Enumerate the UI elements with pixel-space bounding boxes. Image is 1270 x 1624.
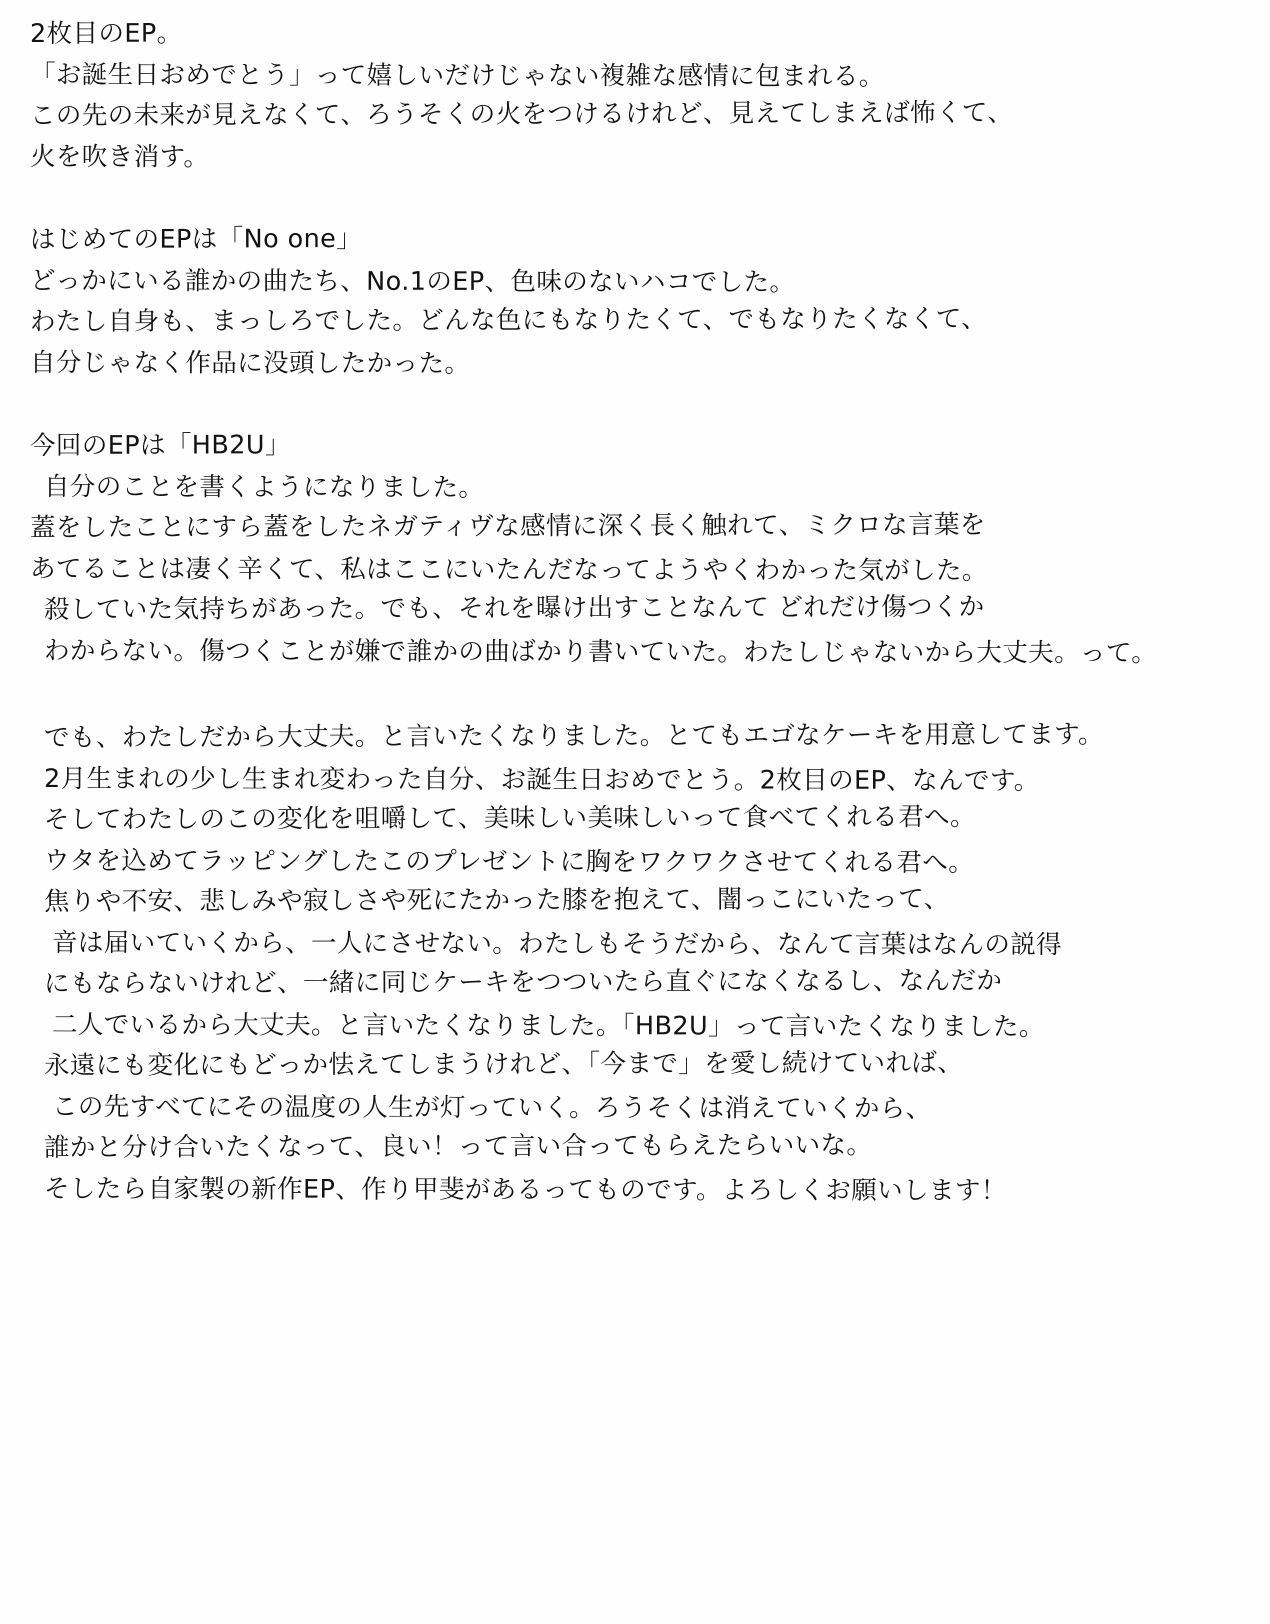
- note-line: あてることは凄く辛くて、私はここにいたんだなってようやくわかった気がした。: [29, 554, 988, 587]
- note-line: 誰かと分け合いたくなって、良い！って言い合ってもらえたらいいな。: [43, 1130, 873, 1163]
- note-line: 自分のことを書くようになりました。: [43, 472, 485, 503]
- paragraph-first-ep: [30, 220, 1245, 384]
- note-line: わからない。傷つくことが嫌で誰かの曲ばかり書いていた。わたしじゃないから大丈夫。って。: [43, 636, 1158, 669]
- note-line: にもならないけれど、一緒に同じケーキをつついたら直ぐになくなるし、なんだか: [43, 965, 1003, 999]
- note-line: はじめてのEPは「No one」: [29, 223, 363, 255]
- paragraph-closing: [30, 718, 1245, 1210]
- note-line: 自分じゃなく作品に没頭したかった。: [29, 348, 471, 379]
- note-line: わたし自身も、まっしろでした。どんな色にもなりたくて、でもなりたくなくて、: [29, 303, 988, 337]
- note-line: 火を吹き消す。: [29, 142, 210, 173]
- note-line: 永遠にも変化にもどっか怯えてしまうけれど、「今まで」を愛し続けていれば、: [43, 1048, 964, 1081]
- note-line: 焦りや不安、悲しみや寂しさや死にたかった膝を抱えて、闇っこにいたって、: [43, 884, 950, 917]
- paragraph-intro: [30, 14, 1245, 178]
- note-line: どっかにいる誰かの曲たち、No.1のEP、色味のないハコでした。: [29, 266, 796, 298]
- note-line: そしてわたしのこの変化を咀嚼して、美味しい美味しいって食べてくれる君へ。: [43, 802, 976, 835]
- note-line: 2枚目のEP。: [29, 18, 183, 49]
- note-line: 今回のEPは「HB2U」: [29, 430, 291, 461]
- note-line: 音は届いていくから、一人にさせない。わたしもそうだから、なんて言葉はなんの説得: [51, 928, 1063, 961]
- note-line: 殺していた気持ちがあった。でも、それを曝け出すことなんて どれだけ傷つくか: [43, 592, 985, 625]
- note-line: でも、わたしだから大丈夫。と言いたくなりました。とてもエゴなケーキを用意してます。: [43, 719, 1104, 753]
- note-line: この先すべてにその温度の人生が灯っていく。ろうそくは消えていくから、: [51, 1092, 932, 1124]
- note-body: [30, 14, 1245, 1240]
- note-line: 2月生まれの少し生まれ変わった自分、お誕生日おめでとう。2枚目のEP、なんです。: [43, 764, 1040, 797]
- note-line: この先の未来が見えなくて、ろうそくの火をつけるけれど、見えてしまえば怖くて、: [29, 97, 1014, 131]
- note-line: 「お誕生日おめでとう」って嬉しいだけじゃない複雑な感情に包まれる。: [29, 60, 885, 92]
- paragraph-this-ep: [30, 426, 1245, 672]
- note-line: そしたら自家製の新作EP、作り甲斐があるってものです。よろしくお願いします！: [43, 1174, 1007, 1207]
- note-line: 蓋をしたことにすら蓋をしたネガティヴな感情に深く長く触れて、ミクロな言葉を: [29, 509, 986, 543]
- note-line: 二人でいるから大丈夫。と言いたくなりました。「HB2U」って言いたくなりました。: [51, 1010, 1045, 1043]
- note-line: ウタを込めてラッピングしたこのプレゼントに胸をワクワクさせてくれる君へ。: [43, 846, 975, 878]
